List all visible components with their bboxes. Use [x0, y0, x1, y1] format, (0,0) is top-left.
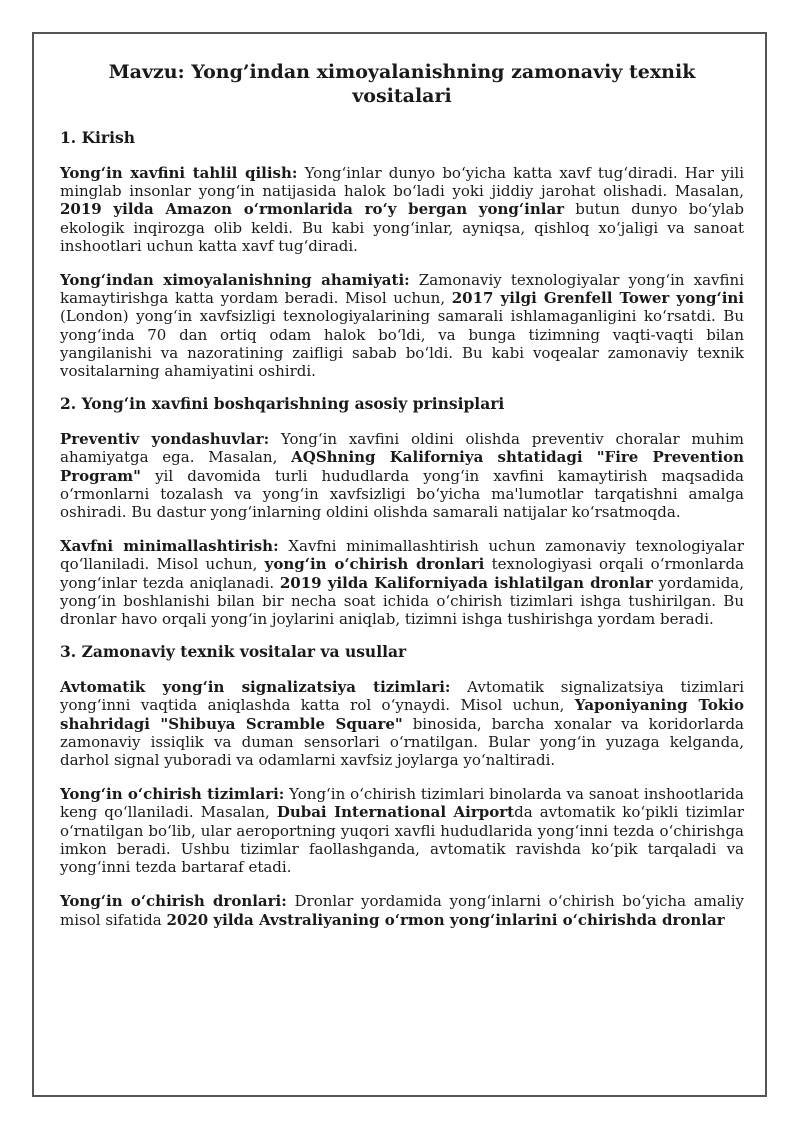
section-heading-tools: 3. Zamonaviy texnik vositalar va usullar: [60, 642, 407, 662]
paragraph-lead: Xavfni minimallashtirish:: [60, 537, 279, 556]
section-heading-intro: 1. Kirish: [60, 128, 135, 147]
paragraph-alarm-systems: [60, 678, 744, 769]
page-title: Mavzu: Yong’indan ximoyalanishning zamonaviy texnik vositalari: [108, 61, 696, 107]
document-content: [60, 60, 744, 929]
paragraph-text: da avtomatik ko‘pikli tizimlar o‘rnatilgan bo‘lib, ular aeroportning yuqori xavfli hududlarida yong‘inni tezda o‘chirishga imkon beradi. Ushbu tizimlar faollashganda, avtomatik ravishda ko‘pik tarqaladi va yong‘inni tezda bartaraf etadi.: [60, 803, 744, 877]
paragraph-text: Yong‘in xavfini oldini olishda preventiv choralar muhim ahamiyatga ega. Masalan,: [60, 430, 744, 467]
paragraph-lead: Avtomatik yong‘in signalizatsiya tizimlari:: [60, 678, 451, 697]
paragraph-text: Dronlar yordamida yong‘inlarni o‘chirish bo‘yicha amaliy misol sifatida: [60, 892, 744, 929]
highlight-text: AQShning Kaliforniya shtatidagi "Fire Prevention Program": [60, 448, 744, 485]
paragraph-text: Yong‘inlar dunyo bo‘yicha katta xavf tug‘diradi. Har yili minglab insonlar yong‘in natijasida halok bo‘ladi yoki jiddiy jarohat olishadi. Masalan,: [60, 164, 744, 201]
paragraph-text: Xavfni minimallashtirish uchun zamonaviy texnologiyalar qo‘llaniladi. Misol uchun,: [60, 537, 744, 574]
paragraph-text: Zamonaviy texnologiyalar yong‘in xavfini kamaytirishga katta yordam beradi. Misol uchun,: [60, 271, 744, 308]
paragraph-risk-minimization: [60, 537, 744, 628]
page-frame: [32, 32, 767, 1097]
paragraph-lead: Preventiv yondashuvlar:: [60, 430, 270, 449]
paragraph-text: Yong‘in o‘chirish tizimlari binolarda va sanoat inshootlarida keng qo‘llaniladi. Masalan,: [60, 785, 744, 822]
paragraph-lead: Yong‘in o‘chirish tizimlari:: [60, 785, 285, 804]
paragraph-lead: Yong‘indan ximoyalanishning ahamiyati:: [60, 271, 410, 290]
highlight-text: 2019 yilda Kaliforniyada ishlatilgan dronlar: [279, 573, 653, 592]
paragraph-text: texnologiyasi orqali o‘rmonlarda yong‘inlar tezda aniqlanadi.: [60, 555, 745, 592]
paragraph-text: yordamida, yong‘in boshlanishi bilan bir necha soat ichida o‘chirish tizimlari ishga tushirilgan. Bu dronlar havo orqali yong‘in joylarini aniqlab, tizimni ishga tushirishga yordam beradi.: [60, 573, 745, 629]
paragraph-text: yil davomida turli hududlarda yong‘in xavfini kamaytirish maqsadida o‘rmonlarni tozalash va yong‘in xavfsizligi bo‘yicha ma'lumotlar tarqatishni amalga oshiradi. Bu dastur yong‘inlarning oldini olishda samarali natijalar ko‘rsatmoqda.: [60, 466, 744, 522]
section-heading-principles: 2. Yong‘in xavfini boshqarishning asosiy prinsiplari: [60, 394, 505, 414]
paragraph-text: binosida, barcha xonalar va koridorlarda zamonaviy issiqlik va duman sensorlari o‘rnatilgan. Bular yong‘in yuzaga kelganda, darhol signal yuboradi va odamlarni xavfsiz joylarga yo‘naltiradi.: [60, 714, 744, 770]
paragraph-extinguishing-systems: [60, 785, 744, 876]
paragraph-text: Avtomatik signalizatsiya tizimlari yong‘inni vaqtida aniqlashda katta rol o‘ynaydi. Misol uchun,: [60, 678, 744, 715]
paragraph-firefighting-drones: [60, 892, 744, 928]
highlight-text: 2019 yilda Amazon o‘rmonlarida ro‘y bergan yong‘inlar: [60, 200, 565, 219]
highlight-text: Dubai International Airport: [276, 803, 515, 822]
paragraph-lead: Yong‘in o‘chirish dronlari:: [60, 892, 287, 911]
paragraph-text: butun dunyo bo‘ylab ekologik inqirozga olib keldi. Bu kabi yong‘inlar, ayniqsa, qishloq xo‘jaligi va sanoat inshootlari uchun katta xavf tug‘diradi.: [60, 200, 744, 255]
highlight-text: 2017 yilgi Grenfell Tower yong‘ini: [451, 289, 744, 308]
paragraph-text: (London) yong‘in xavfsizligi texnologiyalarining samarali ishlamaganligini ko‘rsatdi. Bu yong‘inda 70 dan ortiq odam halok bo‘ldi, va bunga tizimning vaqti-vaqti bilan yangilanishi va nazoratining zaifligi sabab bo‘ldi. Bu kabi voqealar zamonaviy texnik vositalarning ahamiyatini oshirdi.: [60, 307, 744, 381]
highlight-text: Yaponiyaning Tokio shahridagi "Shibuya Scramble Square": [60, 696, 744, 733]
paragraph-protection-importance: [60, 271, 744, 380]
highlight-text: yong‘in o‘chirish dronlari: [264, 555, 485, 574]
paragraph-preventive-approaches: [60, 430, 744, 521]
paragraph-lead: Yong‘in xavfini tahlil qilish:: [60, 164, 298, 182]
highlight-text: 2020 yilda Avstraliyaning o‘rmon yong‘inlarini o‘chirishda dronlar: [166, 910, 725, 929]
paragraph-fire-risk-analysis: [60, 164, 744, 255]
